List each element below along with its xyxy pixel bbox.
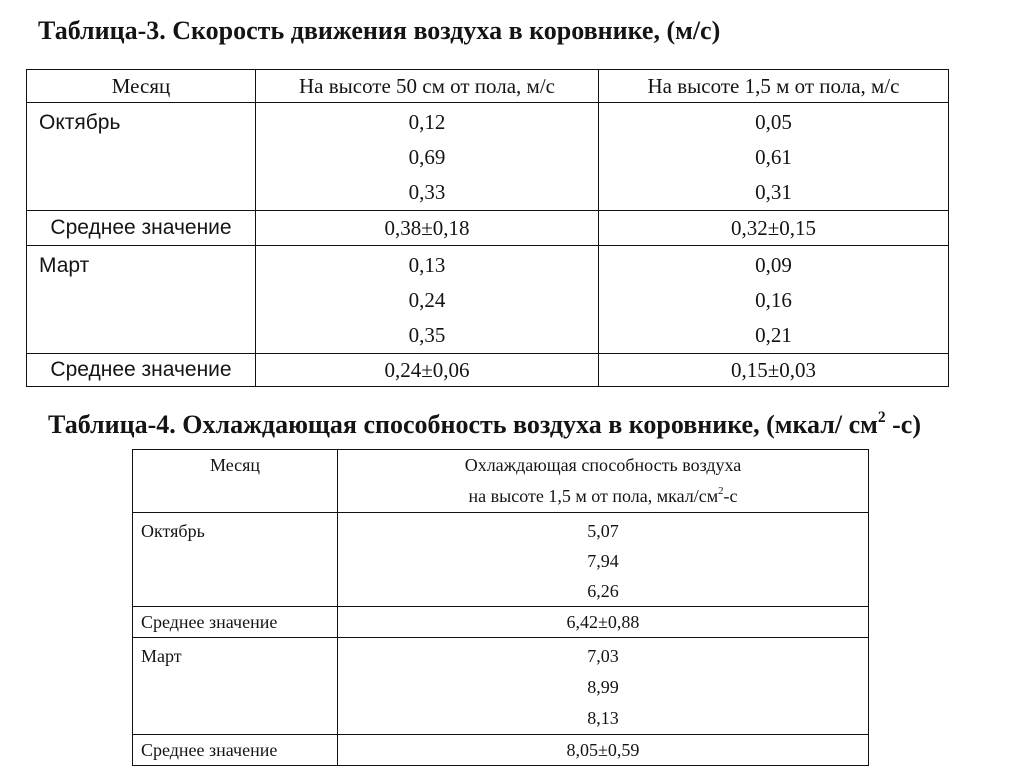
table-cell: 7,03 — [587, 646, 619, 666]
table4-average-label: Среднее значение — [133, 735, 338, 766]
table4-title — [48, 410, 921, 440]
table3-row-october-average — [27, 211, 949, 246]
table4-title-main: Таблица-4. Охлаждающая способность воздуха в коровнике, (мкал/ см — [48, 410, 878, 439]
table-cell: 5,07 — [587, 521, 619, 541]
table3 — [26, 69, 949, 387]
table-cell: 0,24 — [408, 288, 446, 312]
table-cell: 0,16 — [755, 288, 792, 312]
table-cell: 6,26 — [587, 581, 619, 601]
table4-march-values — [338, 638, 869, 735]
table-cell: 0,69 — [408, 145, 446, 169]
table-cell: 0,61 — [755, 145, 792, 169]
table-cell: 0,31 — [755, 180, 792, 204]
table-cell: 7,94 — [587, 551, 619, 571]
table4-march-avg: 8,05±0,59 — [338, 735, 869, 766]
table3-march-col1 — [256, 246, 599, 354]
table3-october-col1 — [256, 103, 599, 211]
table3-march-avg1: 0,24±0,06 — [256, 354, 599, 387]
table4-average-label: Среднее значение — [133, 607, 338, 638]
table3-average-label: Среднее значение — [27, 211, 256, 246]
table3-header-row — [27, 70, 949, 103]
table4-october-avg: 6,42±0,88 — [338, 607, 869, 638]
table4-row-october-average — [133, 607, 869, 638]
table3-row-october — [27, 103, 949, 211]
table-cell: 0,21 — [755, 323, 792, 347]
table3-month-march: Март — [27, 246, 256, 354]
table3-march-col2 — [599, 246, 949, 354]
table3-average-label: Среднее значение — [27, 354, 256, 387]
table4-month-march: Март — [133, 638, 338, 735]
table-cell: 8,13 — [587, 708, 619, 728]
table3-title: Таблица-3. Скорость движения воздуха в коровнике, (м/с) — [38, 16, 721, 45]
table3-october-avg1: 0,38±0,18 — [256, 211, 599, 246]
table4-header-line2-main: на высоте 1,5 м от пола, мкал/см — [468, 486, 719, 506]
table3-header-col1: На высоте 50 см от пола, м/с — [256, 70, 599, 103]
table3-row-march — [27, 246, 949, 354]
table4-title-end: -с) — [885, 410, 921, 439]
table4-header-line2 — [338, 481, 868, 512]
table3-row-march-average — [27, 354, 949, 387]
table4-month-october: Октябрь — [133, 513, 338, 607]
table4-header-month: Месяц — [133, 450, 338, 513]
table3-october-col2 — [599, 103, 949, 211]
table4-row-march-average — [133, 735, 869, 766]
table4-october-values — [338, 513, 869, 607]
table4-header-line2-end: -с — [723, 486, 738, 506]
table4-header-row — [133, 450, 869, 513]
table-cell: 0,35 — [408, 323, 446, 347]
table-cell: 8,99 — [587, 677, 619, 697]
table4-row-october — [133, 513, 869, 607]
table-cell: 0,09 — [755, 253, 792, 277]
table-cell: 0,05 — [755, 110, 792, 134]
table4-header-value — [338, 450, 869, 513]
table3-header-col2: На высоте 1,5 м от пола, м/с — [599, 70, 949, 103]
table4-row-march — [133, 638, 869, 735]
table4 — [132, 449, 869, 766]
table4-title-superscript: 2 — [877, 408, 886, 426]
table-cell: 0,13 — [408, 253, 446, 277]
table-cell: 0,12 — [408, 110, 446, 134]
table4-header-line2-superscript: 2 — [718, 484, 724, 497]
table3-march-avg2: 0,15±0,03 — [599, 354, 949, 387]
table-cell: 0,33 — [408, 180, 446, 204]
table4-header-line1: Охлаждающая способность воздуха — [464, 455, 742, 475]
table3-header-month: Месяц — [27, 70, 256, 103]
table3-month-october: Октябрь — [27, 103, 256, 211]
table3-october-avg2: 0,32±0,15 — [599, 211, 949, 246]
